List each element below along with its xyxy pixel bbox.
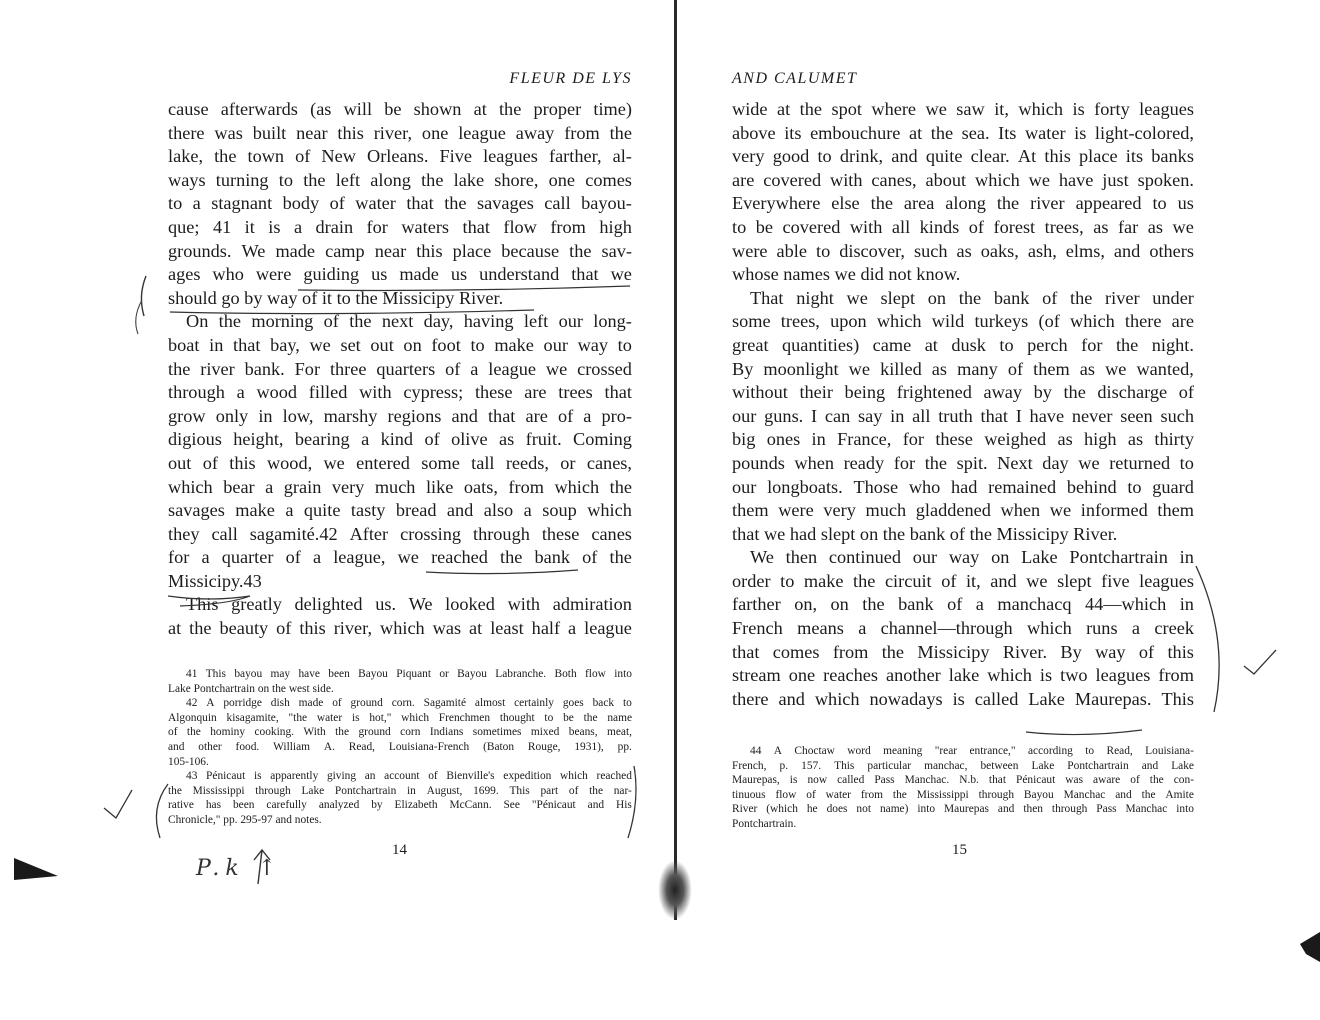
text-line: We then continued our way on Lake Pontchartrain in xyxy=(750,547,1194,568)
scan-edge-artifact-left xyxy=(14,858,58,880)
page-number-right: 15 xyxy=(952,842,967,858)
running-head-right: AND CALUMET xyxy=(732,70,858,87)
footnote-bracket-43 xyxy=(156,784,168,838)
text-line: big ones in France, for these weighed as high as thirty xyxy=(732,429,1194,450)
text-line: stream one reaches another lake which is two leagues from xyxy=(732,665,1194,686)
text-line: By moonlight we killed as many of them as we wanted, xyxy=(732,358,1194,379)
text-line: tinuous flow of water from the Mississippi through Bayou Manchac and the Amite xyxy=(732,788,1194,801)
left-page-footnotes xyxy=(168,667,632,828)
margin-bracket-left-2 xyxy=(136,300,142,334)
text-line: 41 This bayou may have been Bayou Piquant or Bayou Labranche. Both flow into xyxy=(186,668,632,680)
text-line: pounds when ready for the spit. Next day we returned to xyxy=(732,452,1194,473)
text-line: ages who were guiding us made us understand that we xyxy=(168,264,632,285)
text-line: without their being frightened away by the discharge of xyxy=(732,382,1194,403)
text-line: were able to discover, such as oaks, ash, elms, and others xyxy=(732,240,1194,261)
text-line: Pontchartrain. xyxy=(732,817,797,830)
text-line: Missicipy.43 xyxy=(168,570,262,591)
text-line: our guns. I can say in all truth that I have never seen such xyxy=(732,405,1194,426)
text-line: through a wood filled with cypress; these are trees that xyxy=(168,382,632,403)
gutter-shadow xyxy=(674,0,677,920)
text-line: which bear a grain very much like oats, from which the xyxy=(168,476,632,497)
text-line: Lake Pontchartrain on the west side. xyxy=(168,682,334,695)
checkmark-left xyxy=(104,790,132,818)
text-line: grounds. We made camp near this place because the sav- xyxy=(168,240,632,261)
handwritten-note: P.k ↑ xyxy=(196,856,283,881)
text-line: some trees, upon which wild turkeys (of which there are xyxy=(732,311,1194,332)
text-line: great quantities) came at dusk to perch for the night. xyxy=(732,334,1194,355)
text-line: lake, the town of New Orleans. Five leagues farther, al- xyxy=(168,146,632,167)
text-line: rative has been carefully analyzed by Elizabeth McCann. See "Pénicaut and His xyxy=(168,799,632,812)
text-line: Maurepas, is now called Pass Manchac. N.b. that Pénicaut was aware of the con- xyxy=(732,774,1194,787)
text-line: them were very much gladdened when we informed them xyxy=(732,500,1194,521)
text-line: the Mississippi through Lake Pontchartrain in August, 1699. This part of the nar- xyxy=(168,784,632,797)
gutter-blot xyxy=(658,860,692,920)
running-head-left: FLEUR DE LYS xyxy=(509,70,632,87)
text-line: wide at the spot where we saw it, which is forty leagues xyxy=(732,99,1194,119)
text-line: at the beauty of this river, which was at least half a league xyxy=(168,618,632,639)
text-line: Algonquin kisagamite, "the water is hot," which Frenchmen thought to be the name xyxy=(168,711,632,724)
text-line: there and which nowadays is called Lake Maurepas. This xyxy=(732,688,1194,709)
right-page-body xyxy=(732,98,1194,711)
text-line: ways turning to the left along the lake shore, one comes xyxy=(168,169,632,190)
text-line: that we had slept on the bank of the Missicipy River. xyxy=(732,523,1118,544)
text-line: whose names we did not know. xyxy=(732,264,961,285)
text-line: to be covered with all kinds of forest trees, as far as we xyxy=(732,216,1194,237)
underline-maurepas xyxy=(1026,730,1142,735)
text-line: cause afterwards (as will be shown at the proper time) xyxy=(168,99,632,119)
margin-bracket-right xyxy=(1196,566,1219,712)
text-line: are covered with canes, about which we have just spoken. xyxy=(732,169,1194,190)
text-line: our longboats. Those who had remained behind to guard xyxy=(732,476,1194,497)
text-line: to a stagnant body of water that the savages call bayou- xyxy=(168,193,632,214)
text-line: 105-106. xyxy=(168,755,209,768)
text-line: there was built near this river, one league away from the xyxy=(168,122,632,143)
text-line: boat in that bay, we set out on foot to make our way to xyxy=(168,334,632,355)
text-line: for a quarter of a league, we reached the bank of the xyxy=(168,547,632,568)
right-page-footnotes xyxy=(732,744,1194,832)
text-line: Chronicle," pp. 295-97 and notes. xyxy=(168,813,322,826)
text-line: This greatly delighted us. We looked with admiration xyxy=(186,594,632,615)
text-line: should go by way of it to the Missicipy River. xyxy=(168,287,504,308)
text-line: que; 41 it is a drain for waters that flow from high xyxy=(168,216,632,237)
text-line: 42 A porridge dish made of ground corn. Sagamité almost certainly goes back to xyxy=(186,697,632,710)
page-number-left: 14 xyxy=(392,842,407,858)
text-line: On the morning of the next day, having left our long- xyxy=(186,311,632,332)
margin-bracket-left xyxy=(141,276,146,316)
text-line: 44 A Choctaw word meaning "rear entrance," according to Read, Louisiana- xyxy=(750,745,1194,757)
left-page-body xyxy=(168,98,632,641)
text-line: River (which he does not name) into Maurepas and then through Pass Manchac into xyxy=(732,803,1194,816)
text-line: French means a channel—through which runs a creek xyxy=(732,618,1194,639)
book-gutter xyxy=(672,0,680,920)
text-line: they call sagamité.42 After crossing through these canes xyxy=(168,523,632,544)
text-line: Everywhere else the area along the river appeared to us xyxy=(732,193,1194,214)
text-line: digious height, bearing a kind of olive as fruit. Coming xyxy=(168,429,632,450)
text-line: French, p. 157. This particular manchac, between Lake Pontchartrain and Lake xyxy=(732,759,1194,772)
text-line: order to make the circuit of it, and we slept five leagues xyxy=(732,570,1194,591)
checkmark-right xyxy=(1244,650,1276,674)
text-line: the river bank. For three quarters of a league we crossed xyxy=(168,358,632,379)
text-line: farther on, on the bank of a manchacq 44—which in xyxy=(732,594,1194,615)
text-line: of the hominy cooking. With the ground corn Indians sometimes mixed beans, meat, xyxy=(168,726,632,739)
text-line: that comes from the Missicipy River. By way of this xyxy=(732,641,1194,662)
text-line: 43 Pénicaut is apparently giving an account of Bienville's expedition which reached xyxy=(186,770,632,783)
text-line: and other food. William A. Read, Louisiana-French (Baton Rouge, 1931), pp. xyxy=(168,740,632,753)
text-line: very good to drink, and quite clear. At this place its banks xyxy=(732,146,1194,167)
scan-edge-artifact-right xyxy=(1300,932,1320,962)
text-line: above its embouchure at the sea. Its water is light-colored, xyxy=(732,122,1194,143)
text-line: grow only in low, marshy regions and that are of a pro- xyxy=(168,405,632,426)
text-line: That night we slept on the bank of the river under xyxy=(750,287,1194,308)
text-line: out of this wood, we entered some tall reeds, or canes, xyxy=(168,452,632,473)
text-line: savages make a quite tasty bread and also a soup which xyxy=(168,500,632,521)
